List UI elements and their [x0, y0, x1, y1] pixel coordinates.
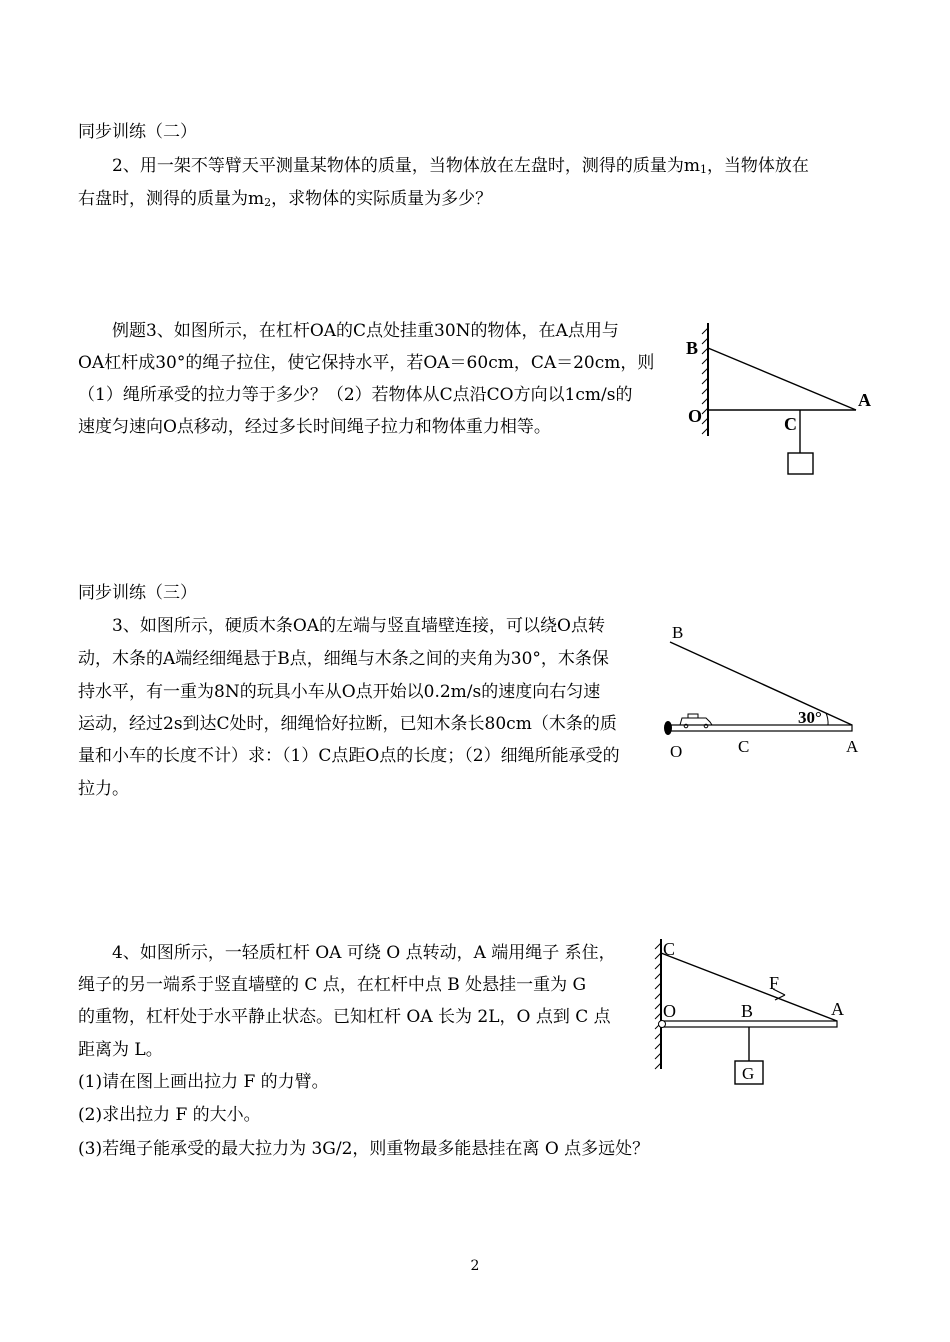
- q4-label-b: B: [741, 1001, 754, 1021]
- q3-line-6: 拉力。: [78, 779, 129, 799]
- q4-line-1: 4、如图所示，一轻质杠杆 OA 可绕 O 点转动，A 端用绳子 系住，: [112, 943, 616, 963]
- q4-line-2: 绳子的另一端系于竖直墙壁的 C 点，在杠杆中点 B 处悬挂一重为 G: [78, 975, 587, 995]
- page-number: 2: [470, 1258, 480, 1274]
- q4-line-7: (3)若绳子能承受的最大拉力为 3G/2，则重物最多能悬挂在离 O 点多远处？: [78, 1139, 650, 1159]
- q3-line-4: 运动，经过2s到达C处时，细绳恰好拉断，已知木条长80cm（木条的质: [78, 714, 617, 734]
- q4-label-c: C: [663, 939, 676, 959]
- q4-line-5: (1)请在图上画出拉力 F 的力臂。: [78, 1072, 329, 1092]
- q4-pivot: [659, 1021, 666, 1028]
- section-heading-3: 同步训练（三）: [78, 583, 197, 603]
- ex3-rope: [708, 348, 856, 410]
- q3-rope: [670, 642, 852, 725]
- q4-line-6: (2)求出拉力 F 的大小。: [78, 1105, 261, 1125]
- ex3-weight-box: [788, 453, 813, 474]
- q3-label-c: C: [738, 737, 750, 756]
- ex3-label-c: C: [784, 414, 797, 434]
- q3-line-3: 持水平，有一重为8N的玩具小车从O点开始以0.2m/s的速度向右匀速: [78, 682, 601, 702]
- q3-label-o: O: [670, 742, 683, 761]
- q2-line-2: 右盘时，测得的质量为$m_2$，求物体的实际质量为多少？: [78, 189, 493, 209]
- q4-label-a: A: [831, 999, 844, 1019]
- q3-figure: [662, 622, 872, 764]
- ex3-line-3: （1）绳所承受的拉力等于多少？（2）若物体从C点沿CO方向以1cm/s的: [78, 385, 633, 405]
- q4-lever: [663, 1021, 837, 1027]
- q3-line-5: 量和小车的长度不计）求：（1）C点距O点的长度；（2）细绳所能承受的: [78, 746, 620, 766]
- q2-line-1: 2、用一架不等臂天平测量某物体的质量，当物体放在左盘时，测得的质量为$m_1$，当物体放在: [112, 156, 809, 176]
- ex3-line-2: OA杠杆成30°的绳子拉住，使它保持水平，若OA＝60cm，CA＝20cm，则: [78, 353, 655, 373]
- ex3-label-a: A: [858, 390, 871, 410]
- section-heading-2: 同步训练（二）: [78, 122, 197, 142]
- q3-angle-label: 30°: [798, 708, 822, 727]
- q4-label-g: G: [742, 1064, 755, 1083]
- q3-pivot: [664, 721, 672, 735]
- ex3-line-1: 例题3、如图所示，在杠杆OA的C点处挂重30N的物体，在A点用与: [112, 321, 619, 341]
- q4-label-f: F: [769, 973, 780, 993]
- q3-toy-car: [680, 714, 712, 728]
- q3-line-2: 动，木条的A端经细绳悬于B点，细绳与木条之间的夹角为30°，木条保: [78, 649, 609, 669]
- ex3-figure: [680, 318, 880, 483]
- ex3-line-4: 速度匀速向O点移动，经过多长时间绳子拉力和物体重力相等。: [78, 417, 551, 437]
- q4-line-3: 的重物，杠杆处于水平静止状态。已知杠杆 OA 长为 2L，O 点到 C 点: [78, 1007, 611, 1027]
- q4-line-4: 距离为 L。: [78, 1040, 163, 1060]
- q3-label-b: B: [672, 623, 684, 642]
- q3-label-a: A: [846, 737, 859, 756]
- q4-figure: [645, 933, 860, 1093]
- ex3-label-b: B: [686, 338, 699, 358]
- q3-line-1: 3、如图所示，硬质木条OA的左端与竖直墙壁连接，可以绕O点转: [112, 616, 605, 636]
- ex3-label-o: O: [688, 406, 703, 426]
- q4-label-o: O: [663, 1001, 676, 1021]
- q3-wood-strip: [670, 725, 852, 731]
